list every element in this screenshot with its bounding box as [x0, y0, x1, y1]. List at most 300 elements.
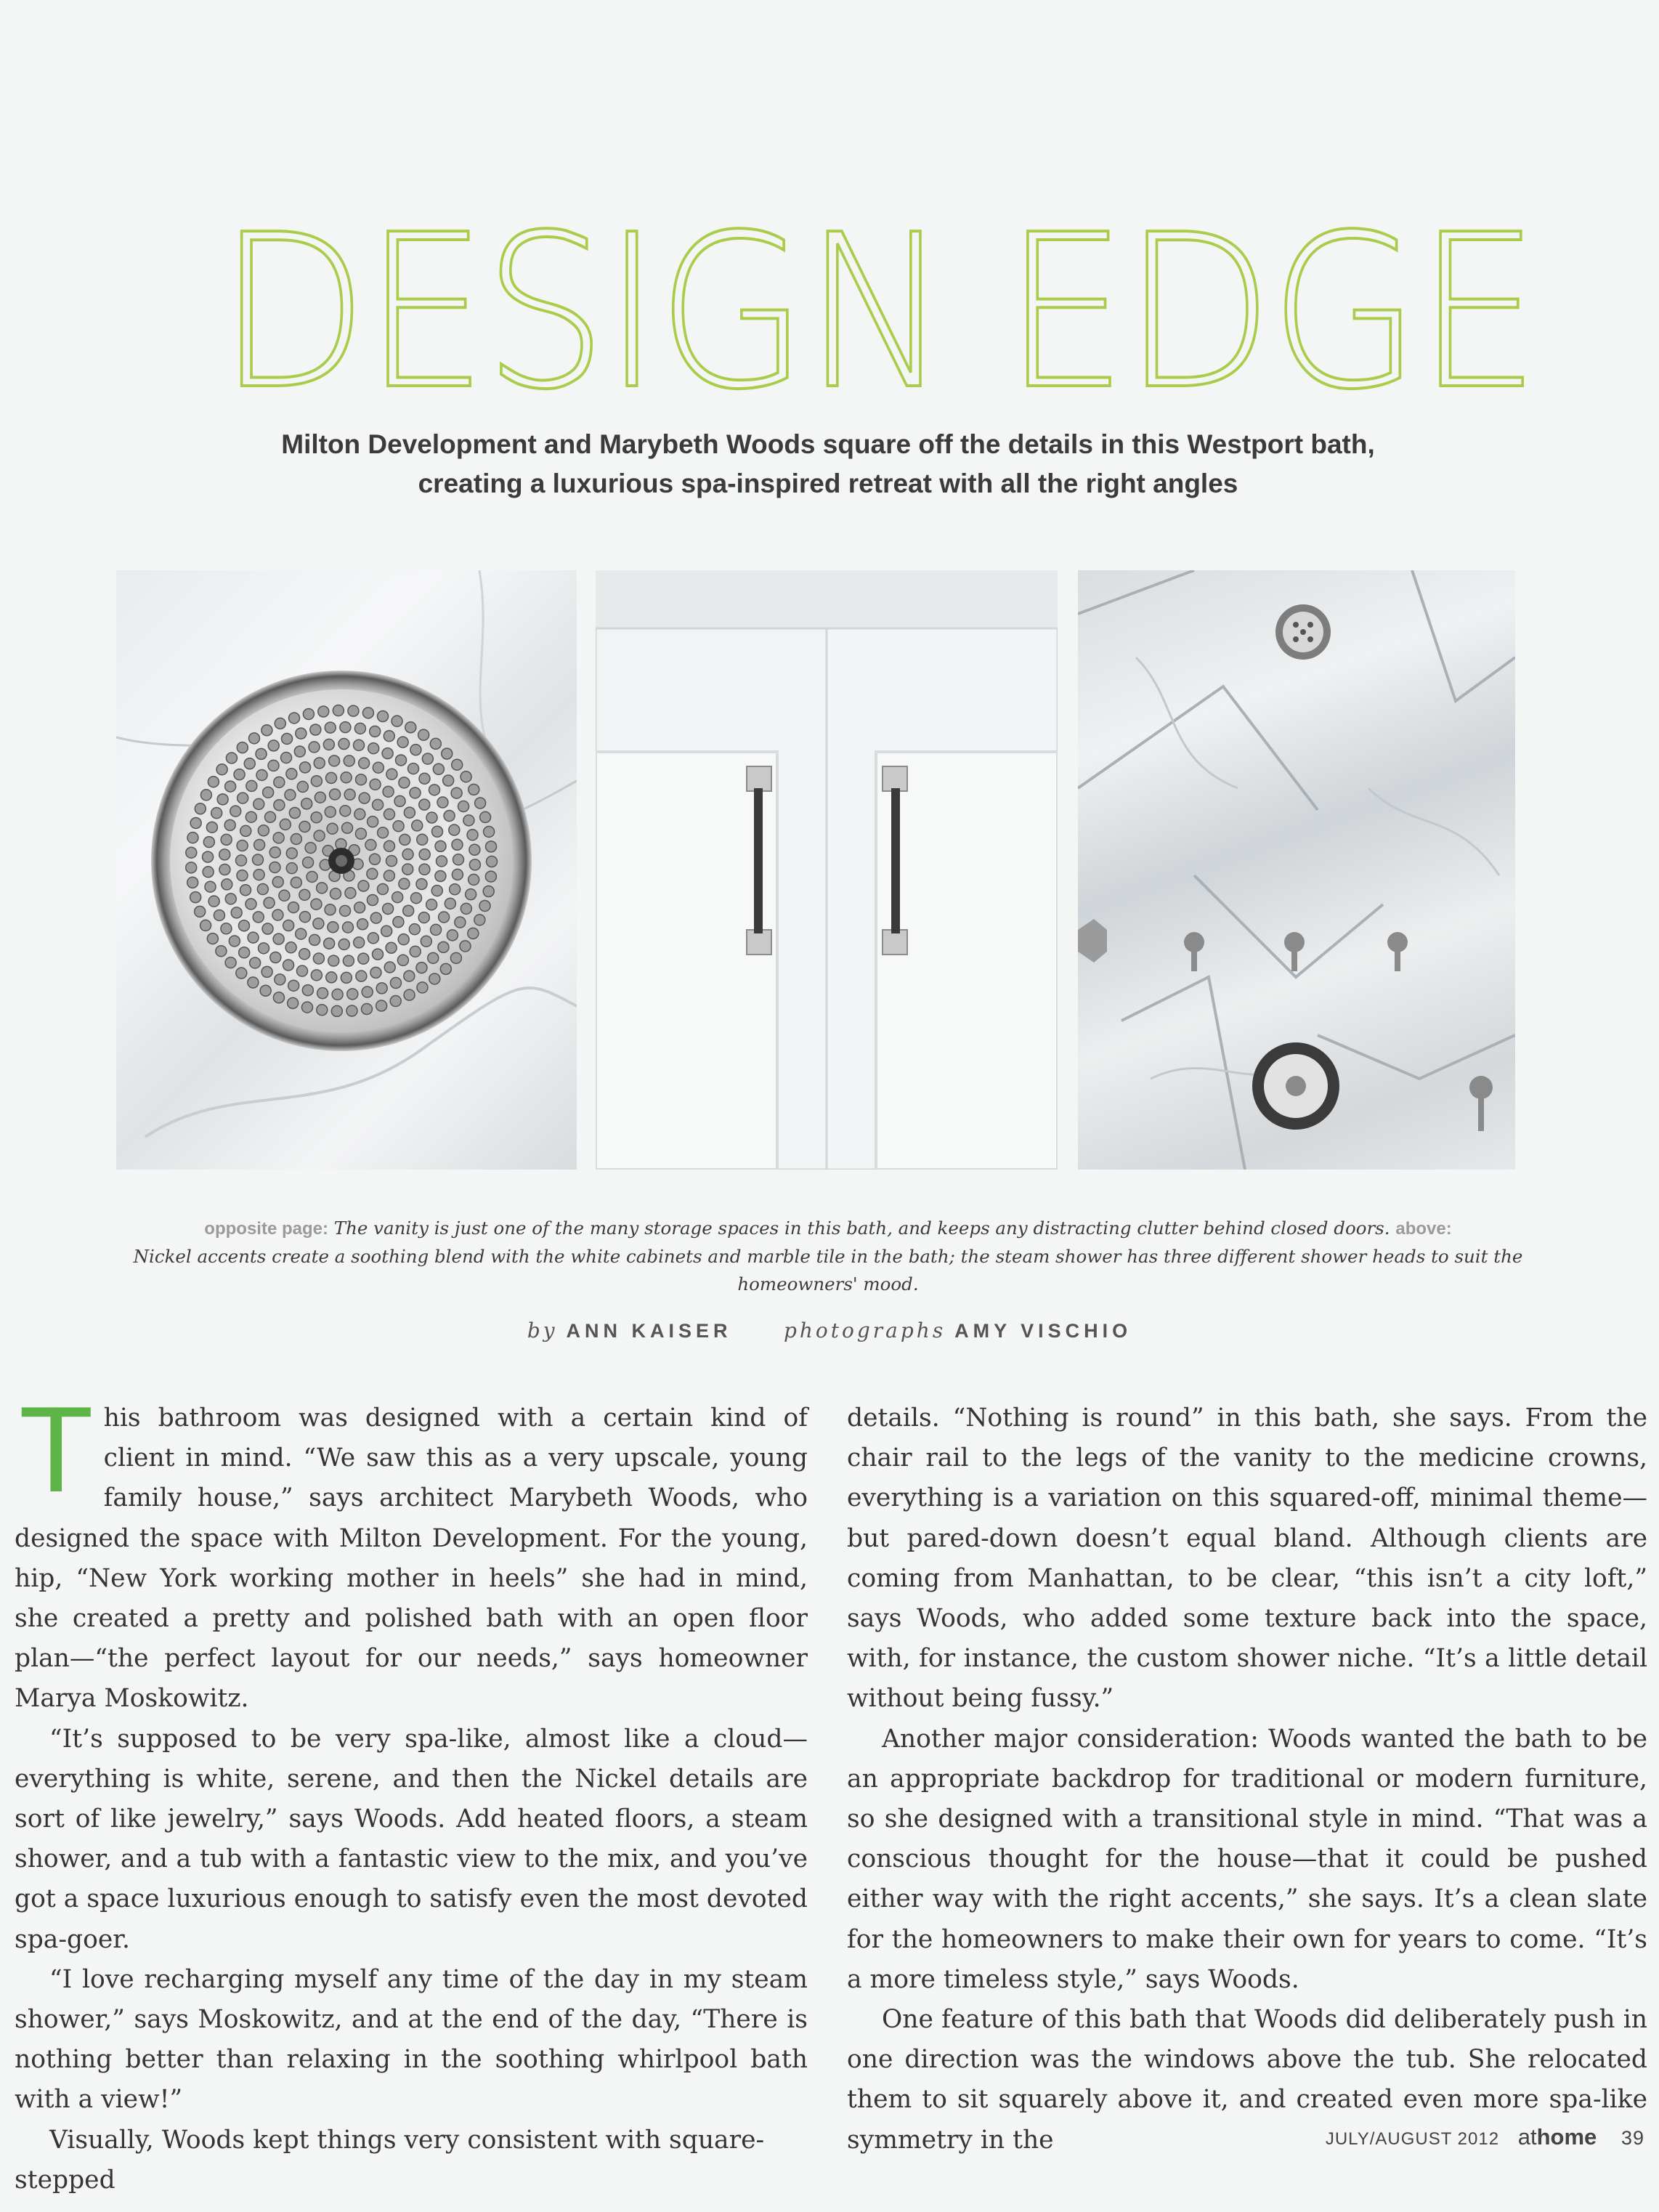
- nozzle: [317, 1005, 328, 1016]
- nozzle: [328, 922, 338, 933]
- nozzle: [429, 785, 440, 795]
- article-paragraph: This bathroom was designed with a certain kind of client in mind. “We saw this as a very upscale, young family house,” says architect Marybeth Woods, who designed the space with Milton Development. For the young, hip, “New York working mother in heels” she had in mind, she created a pretty and polished bath with an open floor plan—“the perfect layout for our needs,” says homeowner Marya Moskowitz.: [15, 1381, 808, 1714]
- nozzle: [474, 915, 485, 925]
- nozzle: [344, 789, 355, 800]
- nozzle: [445, 898, 455, 909]
- nozzle: [289, 808, 300, 819]
- nozzle: [444, 811, 455, 822]
- nozzle: [297, 782, 308, 793]
- nozzle: [314, 758, 325, 769]
- nozzle: [469, 844, 480, 855]
- nozzle: [381, 925, 392, 936]
- nozzle: [440, 963, 451, 974]
- nozzle: [260, 985, 271, 996]
- nozzle: [368, 817, 378, 827]
- nozzle: [219, 864, 230, 875]
- nozzle: [479, 900, 490, 911]
- nozzle: [367, 895, 378, 906]
- article-paragraph: One feature of this bath that Woods did deliberately push in one direction was the windows above the tub. She relocated them to sit squarely above it, and created even more spa-like symmetry in the: [847, 2005, 1647, 2155]
- nozzle: [305, 843, 316, 854]
- nozzle: [317, 883, 328, 894]
- nozzle: [452, 759, 463, 770]
- nozzle: [240, 885, 251, 896]
- nozzle: [373, 949, 384, 960]
- nozzle: [392, 716, 402, 726]
- nozzle: [373, 762, 384, 773]
- nozzle: [281, 753, 292, 763]
- nozzle: [410, 893, 421, 904]
- nozzle: [200, 790, 211, 801]
- nozzle: [378, 827, 389, 838]
- nozzle: [354, 937, 365, 948]
- nozzle: [392, 892, 403, 903]
- nozzle: [357, 919, 368, 930]
- nozzle: [261, 966, 272, 977]
- nozzle: [338, 739, 349, 750]
- nozzle: [404, 971, 415, 981]
- nozzle: [433, 763, 444, 774]
- nozzle: [405, 722, 416, 733]
- nozzle: [469, 859, 480, 870]
- nozzle: [330, 888, 341, 899]
- nozzle: [311, 776, 322, 787]
- nozzle: [378, 711, 389, 722]
- nozzle: [393, 821, 404, 832]
- nozzle: [467, 830, 478, 840]
- nozzle: [361, 1004, 372, 1015]
- nozzle: [453, 854, 463, 865]
- nozzle: [443, 775, 454, 786]
- nozzle: [234, 769, 245, 780]
- nozzle: [370, 779, 381, 790]
- nozzle: [250, 957, 261, 968]
- nozzle: [397, 955, 408, 965]
- nozzle: [384, 840, 394, 851]
- nozzle: [309, 742, 320, 753]
- nozzle: [301, 1002, 312, 1013]
- photo-caption: [87, 1215, 1569, 1298]
- nozzle: [384, 962, 395, 973]
- nozzle: [347, 989, 358, 1000]
- nozzle: [203, 851, 214, 862]
- nozzle: [258, 825, 269, 836]
- nozzle: [291, 877, 301, 888]
- nozzle: [280, 819, 291, 830]
- article-paragraph: “It’s supposed to be very spa-like, almost like a cloud—everything is white, serene, and then the Nickel details are sort of like jewelry,” says Woods. Add heated floors, a steam shower, and a tub with a fantastic view to the mix, and you’ve got a space luxurious enough to satisfy even the most devoted spa-goer.: [15, 1724, 808, 1954]
- nozzle: [324, 938, 335, 949]
- nozzle: [461, 903, 471, 914]
- nozzle: [229, 936, 240, 947]
- nozzle: [286, 863, 297, 874]
- nozzle: [303, 708, 314, 719]
- nozzle: [274, 777, 285, 787]
- nozzle: [421, 936, 431, 947]
- nozzle: [376, 983, 387, 994]
- cabinet-image: [596, 570, 1058, 1170]
- nozzle: [313, 918, 324, 929]
- nozzle: [240, 825, 251, 836]
- nozzle: [299, 949, 310, 960]
- nozzle: [394, 795, 405, 806]
- nozzle: [216, 764, 227, 775]
- nozzle: [303, 857, 314, 868]
- nozzle: [450, 884, 461, 895]
- nozzle: [390, 978, 401, 989]
- nozzle: [317, 988, 328, 999]
- nozzle: [200, 920, 211, 931]
- nozzle: [310, 724, 321, 735]
- nozzle: [332, 989, 343, 1000]
- nozzle: [326, 772, 337, 783]
- nozzle: [383, 786, 394, 797]
- caption-text-above: Nickel accents create a soothing blend with the white cabinets and marble tile in the bath; the steam shower has three different shower heads to suit the homeowners' mood.: [133, 1246, 1523, 1295]
- nozzle: [269, 862, 280, 872]
- nozzle: [208, 777, 219, 787]
- nozzle: [238, 793, 248, 803]
- nozzle: [256, 748, 267, 759]
- nozzle: [208, 896, 219, 907]
- nozzle: [452, 839, 463, 850]
- nozzle: [370, 726, 381, 737]
- subheadline-line-1: Milton Development and Marybeth Woods square off the details in this Westport bath,: [281, 429, 1375, 459]
- nozzle: [307, 871, 317, 882]
- nozzle: [428, 952, 439, 963]
- nozzle: [253, 870, 264, 880]
- article-paragraph: Visually, Woods kept things very consistent with square-stepped: [15, 2125, 765, 2195]
- nozzle: [485, 871, 496, 882]
- nozzle: [299, 821, 310, 832]
- nozzle: [346, 1005, 357, 1016]
- nozzle: [348, 705, 359, 716]
- nozzle: [216, 946, 227, 957]
- nozzle: [236, 968, 247, 979]
- nozzle: [237, 870, 248, 881]
- nozzle: [486, 841, 497, 852]
- nozzle: [273, 992, 284, 1003]
- nozzle: [403, 905, 414, 916]
- nozzle: [283, 960, 294, 971]
- nozzle: [325, 904, 336, 915]
- nozzle: [225, 957, 236, 968]
- nozzle: [268, 740, 279, 751]
- nozzle: [383, 903, 394, 914]
- nozzle: [426, 812, 437, 823]
- nozzle: [291, 833, 301, 844]
- nozzle: [314, 830, 325, 841]
- issue-date: JULY/AUGUST 2012: [1325, 2129, 1500, 2149]
- nozzle: [333, 705, 344, 716]
- nozzle: [329, 755, 340, 766]
- nozzle: [452, 869, 463, 880]
- nozzle: [326, 972, 337, 983]
- nozzle: [256, 769, 267, 780]
- nozzle: [341, 772, 352, 783]
- nozzle: [283, 920, 294, 931]
- nozzle: [438, 941, 449, 952]
- nozzle: [301, 798, 312, 809]
- nozzle: [327, 823, 338, 834]
- nozzle: [451, 787, 462, 798]
- nozzle: [219, 849, 230, 860]
- nozzle: [299, 762, 310, 773]
- nozzle: [237, 742, 248, 753]
- nozzle: [345, 888, 356, 899]
- nozzle: [275, 974, 285, 985]
- nozzle: [461, 771, 471, 782]
- nozzle: [370, 967, 381, 978]
- photo-shower-head: [116, 570, 577, 1170]
- nozzle: [246, 811, 256, 822]
- nozzle: [325, 722, 336, 733]
- nozzle: [356, 971, 367, 981]
- nozzle: [259, 943, 269, 954]
- nozzle: [362, 987, 373, 997]
- byline-photos-label: photographs: [783, 1318, 946, 1342]
- nozzle: [275, 718, 285, 729]
- nozzle: [272, 909, 283, 920]
- nozzle: [299, 889, 310, 900]
- nozzle: [302, 985, 313, 996]
- nozzle: [398, 934, 409, 945]
- nozzle: [203, 837, 214, 848]
- nozzle: [435, 871, 446, 882]
- nozzle: [466, 889, 476, 900]
- nozzle: [230, 806, 241, 817]
- nozzle: [330, 789, 341, 800]
- nozzle: [382, 748, 393, 759]
- nozzle: [354, 723, 365, 734]
- article-column-right: [847, 1398, 1647, 2160]
- nozzle: [431, 886, 442, 896]
- nozzle: [475, 798, 486, 809]
- nozzle: [318, 706, 329, 717]
- page-title: DESIGN EDGE: [218, 189, 1536, 436]
- nozzle: [396, 755, 407, 766]
- nozzle: [203, 867, 214, 878]
- nozzle: [313, 953, 324, 964]
- magazine-logo: athome: [1517, 2124, 1597, 2150]
- nozzle: [285, 942, 296, 953]
- byline: [0, 1318, 1659, 1342]
- byline-photographer: AMY VISCHIO: [954, 1320, 1132, 1342]
- nozzle: [225, 781, 236, 792]
- nozzle: [422, 753, 433, 764]
- nozzle: [186, 862, 197, 873]
- nozzle: [458, 801, 469, 812]
- shower-wall-image: [1078, 570, 1515, 1170]
- nozzle: [384, 870, 394, 881]
- nozzle: [384, 731, 394, 742]
- nozzle: [418, 729, 429, 740]
- nozzle: [460, 941, 471, 952]
- nozzle: [355, 828, 366, 839]
- nozzle: [296, 928, 307, 939]
- nozzle: [368, 743, 379, 754]
- nozzle: [442, 748, 453, 759]
- nozzle: [285, 790, 296, 801]
- nozzle: [323, 739, 334, 750]
- nozzle: [246, 780, 257, 791]
- nozzle: [288, 902, 299, 913]
- nozzle: [248, 733, 259, 744]
- nozzle: [343, 955, 354, 966]
- nozzle: [359, 793, 370, 803]
- nozzle: [397, 737, 408, 748]
- nozzle: [248, 977, 259, 988]
- nozzle: [354, 902, 365, 913]
- nozzle: [340, 806, 351, 817]
- nozzle: [450, 952, 461, 963]
- article-paragraph: “I love recharging myself any time of the day in my steam shower,” says Moskowitz, and at the end of the day, “There is nothing better than relaxing in the soothing whirlpool bath with a view!”: [15, 1964, 808, 2115]
- nozzle: [393, 917, 404, 928]
- article-paragraph: Another major consideration: Woods wanted the bath to be an appropriate backdrop for traditional or modern furniture, so she designed with a transitional style in mind. “That was a conscious thought for the house—that it could be pushed either way with the right accents,” she says. It’s a clean slate for the homeowners to make their own for years to come. “It’s a more timeless style,” says Woods.: [847, 1724, 1647, 1994]
- page-number: 39: [1621, 2127, 1644, 2149]
- photo-cabinet: [596, 570, 1058, 1170]
- nozzle: [273, 933, 284, 944]
- nozzle: [269, 847, 280, 858]
- nozzle: [480, 811, 491, 822]
- nozzle: [257, 884, 268, 895]
- nozzle: [248, 932, 259, 943]
- nozzle: [417, 982, 428, 993]
- nozzle: [338, 939, 349, 949]
- nozzle: [286, 848, 297, 859]
- nozzle: [436, 856, 447, 867]
- caption-lead-opposite: opposite page:: [204, 1219, 328, 1239]
- nozzle: [311, 812, 322, 823]
- nozzle: [342, 922, 353, 933]
- nozzle: [417, 834, 428, 845]
- nozzle: [262, 923, 273, 934]
- nozzle: [483, 886, 494, 896]
- nozzle: [365, 840, 376, 851]
- nozzle: [368, 933, 378, 944]
- nozzle: [469, 874, 479, 885]
- byline-by: by: [527, 1318, 558, 1342]
- nozzle: [404, 807, 415, 818]
- nozzle: [447, 930, 458, 941]
- nozzle: [410, 946, 421, 957]
- nozzle: [244, 758, 255, 769]
- nozzle: [225, 894, 236, 904]
- nozzle: [449, 825, 460, 835]
- nozzle: [221, 923, 232, 934]
- subheadline-line-2: creating a luxurious spa-inspired retreat with all the right angles: [418, 469, 1238, 498]
- nozzle: [261, 725, 272, 736]
- nozzle: [217, 794, 228, 805]
- nozzle: [214, 909, 224, 920]
- nozzle: [286, 769, 297, 779]
- nozzle: [246, 899, 256, 909]
- shower-head-image: [116, 570, 577, 1170]
- nozzle: [429, 973, 440, 984]
- nozzle: [354, 809, 365, 819]
- nozzle: [253, 854, 264, 865]
- nozzle: [399, 777, 410, 788]
- nozzle: [410, 787, 421, 798]
- nozzle: [221, 834, 232, 845]
- nozzle: [331, 1005, 342, 1016]
- nozzle: [205, 881, 216, 892]
- nozzle: [272, 877, 283, 888]
- nozzle: [279, 890, 290, 901]
- subheadline: [160, 425, 1496, 503]
- nozzle: [237, 840, 248, 851]
- nozzle: [384, 809, 394, 819]
- nozzle: [268, 760, 279, 771]
- nozzle: [325, 806, 336, 817]
- nozzle: [265, 811, 276, 822]
- nozzle: [431, 924, 442, 935]
- nozzle: [431, 826, 442, 837]
- nozzle: [340, 722, 351, 733]
- nozzle: [187, 877, 198, 888]
- nozzle: [356, 774, 367, 785]
- nozzle: [386, 856, 397, 867]
- nozzle: [439, 912, 450, 923]
- nozzle: [390, 996, 401, 1007]
- nozzle: [195, 803, 206, 814]
- nozzle: [231, 907, 242, 918]
- nozzle: [238, 920, 249, 931]
- nozzle: [344, 755, 354, 766]
- nozzle: [309, 934, 320, 945]
- nozzle: [282, 733, 293, 744]
- nozzle: [207, 933, 218, 944]
- nozzle: [408, 763, 419, 774]
- nozzle: [254, 840, 265, 851]
- nozzle: [288, 997, 299, 1008]
- nozzle: [370, 912, 381, 923]
- nozzle: [373, 799, 384, 810]
- nozzle: [386, 942, 397, 953]
- nozzle: [264, 897, 275, 908]
- nozzle: [311, 970, 322, 981]
- nozzle: [410, 745, 421, 755]
- nozzle: [315, 792, 325, 803]
- nozzle: [426, 899, 437, 910]
- nozzle: [253, 798, 264, 809]
- nozzle: [187, 832, 198, 843]
- nozzle: [409, 924, 420, 935]
- nozzle: [416, 878, 427, 889]
- nozzle: [190, 817, 201, 828]
- nozzle: [270, 952, 281, 963]
- nozzle: [296, 728, 307, 739]
- nozzle: [226, 753, 237, 763]
- nozzle: [328, 955, 339, 966]
- nozzle: [468, 928, 479, 939]
- nozzle: [358, 880, 369, 891]
- nozzle: [369, 854, 380, 864]
- nozzle: [222, 879, 232, 890]
- nozzle: [239, 947, 250, 958]
- nozzle: [437, 797, 448, 808]
- nozzle: [359, 758, 370, 769]
- nozzle: [236, 855, 247, 866]
- nozzle: [299, 912, 310, 923]
- nozzle: [367, 868, 378, 879]
- nozzle: [224, 819, 235, 830]
- nozzle: [402, 864, 413, 875]
- nozzle: [253, 912, 264, 923]
- nozzle: [289, 713, 300, 724]
- nozzle: [416, 963, 427, 973]
- nozzle: [419, 864, 430, 875]
- nozzle: [186, 847, 197, 858]
- nozzle: [469, 784, 479, 795]
- nozzle: [399, 834, 410, 845]
